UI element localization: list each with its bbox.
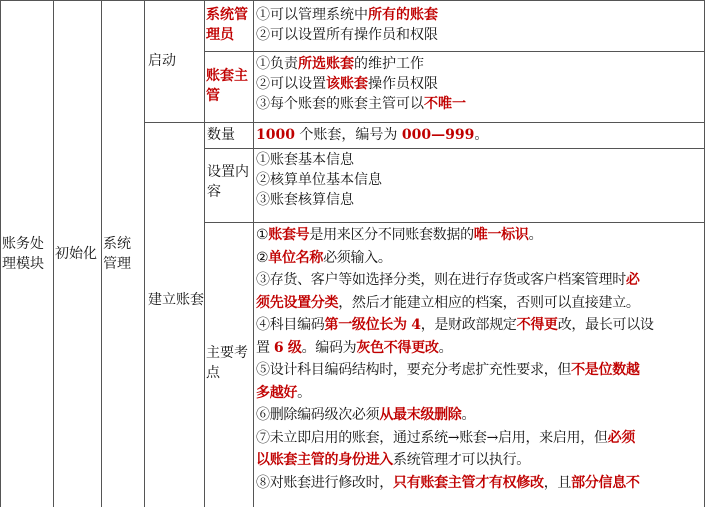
kaodian-label: 主要考点 <box>206 345 248 381</box>
body-text: 的维护工作 <box>354 56 424 72</box>
text-line <box>256 269 703 292</box>
row-divider-shuliang <box>204 148 705 149</box>
xitong-admin-role-cell <box>206 5 253 45</box>
qidong-label-cell <box>148 0 202 122</box>
body-text: ①负责 <box>256 56 298 72</box>
body-text: ⑤设计科目编码结构时，要充分考虑扩充性要求，但 <box>256 362 572 378</box>
row-divider-role <box>204 51 705 52</box>
body-text: ，且 <box>543 474 572 491</box>
text-line <box>256 190 702 210</box>
text-line <box>256 292 703 315</box>
highlight-text: 1000 <box>256 127 295 143</box>
text-line <box>256 382 703 405</box>
body-text: ③存货、客户等如选择分类，则在进行存货或客户档案管理时 <box>256 272 626 288</box>
module-label: 账务处理模块 <box>2 235 44 272</box>
body-text: ⑥删除编码级次必须 <box>256 407 380 423</box>
body-text: ，然后才能建立相应的档案，否则可以直接建立。 <box>338 294 640 311</box>
shuliang-label: 数量 <box>207 127 235 143</box>
body-text: 是用来区分不同账套数据的 <box>309 227 474 243</box>
highlight-text: 第一级位长为 4 <box>324 317 421 333</box>
zhangtao-admin-role-cell <box>206 66 253 106</box>
jianli-label: 建立账套 <box>148 292 204 308</box>
body-text: ① <box>256 227 269 243</box>
kaodian-desc <box>256 224 703 494</box>
highlight-text: 所有的账套 <box>368 7 438 23</box>
highlight-text: 账套号 <box>268 227 310 243</box>
qidong-label: 启动 <box>148 53 176 69</box>
highlight-text: 唯一标识 <box>473 227 529 243</box>
shuliang-label-cell <box>207 125 252 145</box>
body-text: ⑦未立即启用的账套，通过系统→账套→启用，来启用，但 <box>256 429 608 446</box>
col-divider-1 <box>53 0 54 507</box>
init-label: 初始化 <box>55 245 97 262</box>
shezhi-label: 设置内容 <box>207 164 249 200</box>
text-line <box>256 94 702 114</box>
col-divider-2 <box>101 0 102 507</box>
body-text: 系统管理才可以执行。 <box>393 452 530 468</box>
text-line <box>256 125 702 145</box>
text-line <box>256 404 703 427</box>
text-line <box>256 25 702 45</box>
highlight-text: 000—999 <box>401 127 475 143</box>
text-line <box>256 224 703 247</box>
text-line <box>256 314 703 337</box>
text-line <box>256 337 703 360</box>
sysmgmt-label-cell <box>103 0 143 507</box>
highlight-text: 只有账套主管才有权修改 <box>393 474 544 491</box>
body-text: ② <box>256 249 269 266</box>
highlight-text: 不是位数越 <box>571 362 640 378</box>
highlight-text: 从最末级删除 <box>379 407 462 423</box>
highlight-text: 不唯一 <box>424 96 466 112</box>
shezhi-desc <box>256 150 702 210</box>
border-left <box>0 0 1 507</box>
highlight-text: 6 级 <box>273 339 302 356</box>
body-text: ②可以设置 <box>256 76 326 92</box>
kaodian-label-cell <box>206 343 251 383</box>
text-line <box>256 427 703 450</box>
zhangtao-admin-role: 账套主管 <box>206 68 248 104</box>
col-divider-4 <box>204 0 205 507</box>
row-divider-shezhi <box>204 222 705 223</box>
highlight-text: 多越好 <box>256 384 298 401</box>
module-label-cell <box>2 0 52 507</box>
highlight-text: 必须 <box>607 429 636 446</box>
xitong-admin-desc <box>256 5 702 45</box>
init-label-cell <box>55 0 100 507</box>
body-text: ③每个账套的账套主管可以 <box>256 96 424 112</box>
body-text: 。 <box>461 407 476 423</box>
body-text: 改，最长可以设 <box>557 317 654 333</box>
body-text: ⑧对账套进行修改时， <box>256 474 393 491</box>
xitong-admin-role: 系统管理员 <box>206 7 248 43</box>
body-text: 。 <box>528 227 543 243</box>
body-text: 。编码为 <box>301 339 357 356</box>
col-divider-5 <box>253 0 254 507</box>
shezhi-label-cell <box>207 162 252 202</box>
body-text: ②核算单位基本信息 <box>256 172 382 188</box>
body-text: ③账套核算信息 <box>256 192 354 208</box>
jianli-label-cell <box>148 270 204 330</box>
body-text: 必须输入。 <box>323 249 392 266</box>
text-line <box>256 247 703 270</box>
body-text: 。 <box>438 339 453 356</box>
body-text: ④科目编码 <box>256 317 325 333</box>
highlight-text: 灰色不得更改 <box>356 339 439 356</box>
text-line <box>256 74 702 94</box>
text-line <box>256 54 702 74</box>
text-line <box>256 5 702 25</box>
highlight-text: 须先设置分类 <box>256 294 339 311</box>
body-text: 。 <box>297 384 311 401</box>
shuliang-desc <box>256 125 702 145</box>
highlight-text: 该账套 <box>326 76 368 92</box>
highlight-text: 部分信息不 <box>571 474 640 491</box>
text-line <box>256 449 703 472</box>
highlight-text: 单位名称 <box>268 249 324 266</box>
highlight-text: 以账套主管的身份进入 <box>256 452 393 468</box>
body-text: 个账套，编号为 <box>294 127 402 143</box>
sysmgmt-label: 系统管理 <box>103 235 131 272</box>
body-text: ，是财政部规定 <box>420 317 517 333</box>
body-text: 。 <box>474 127 489 143</box>
text-line <box>256 359 703 382</box>
body-text: ①可以管理系统中 <box>256 7 368 23</box>
body-text: ①账套基本信息 <box>256 152 354 168</box>
highlight-text: 不得更 <box>516 317 558 333</box>
body-text: 置 <box>256 339 274 356</box>
highlight-text: 所选账套 <box>298 56 354 72</box>
text-line <box>256 150 702 170</box>
text-line <box>256 170 702 190</box>
body-text: 操作员权限 <box>368 76 438 92</box>
body-text: ②可以设置所有操作员和权限 <box>256 27 438 43</box>
row-divider-section <box>144 122 705 123</box>
text-line <box>256 472 703 495</box>
zhangtao-admin-desc <box>256 54 702 114</box>
col-divider-3 <box>144 0 145 507</box>
highlight-text: 必 <box>625 272 640 288</box>
